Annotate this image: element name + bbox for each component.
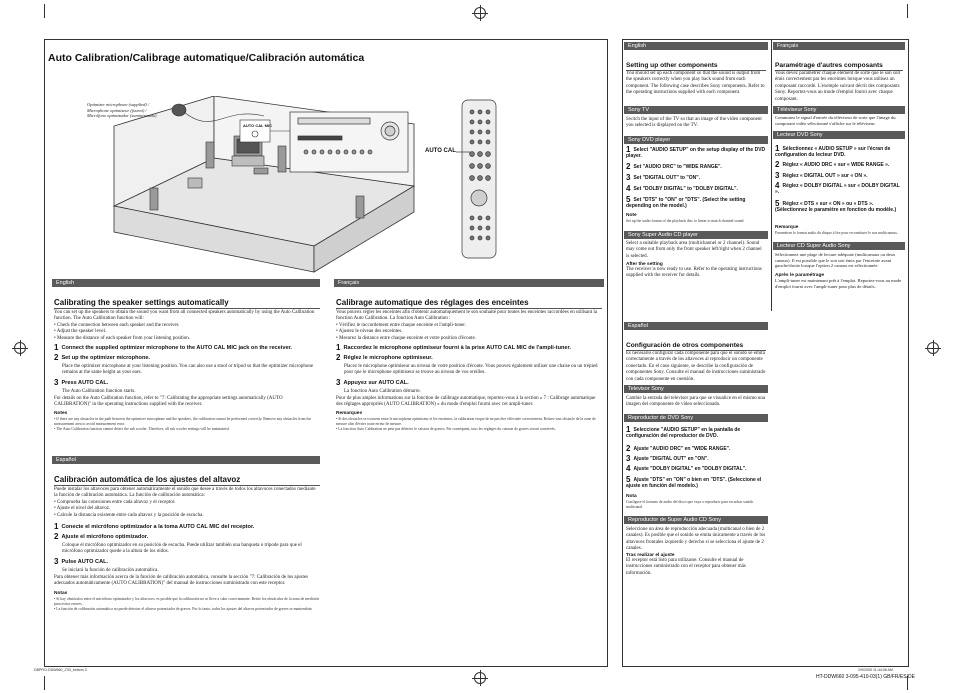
sacd-text: Select a suitable playback area (multichannel or 2 channel). Sound may come out from only the front speaker left/right when 2 channel is selected.: [626, 241, 762, 259]
step-2-desc: Placez le microphone optimiseur au niveau de votre position d'écoute. Vous pouvez également utiliser une chaise ou un trépied pour que le microphone optimiseur se trouve au niveau de vos oreilles.: [344, 364, 598, 376]
step-text: Pulse AUTO CAL.: [61, 559, 109, 565]
step-2: 2 Set up the optimizer microphone.: [54, 353, 151, 362]
step-3: 3 Press AUTO CAL.: [54, 378, 109, 387]
column-divider: [771, 39, 772, 311]
detail-text: Para obtener más información acerca de la función de calibración automática, consulte la sección "7: Calibración de los ajustes adecuados automáticamente (AUTO CALIBRATION)" del manual de instrucciones suministrado con este receptor.: [54, 575, 309, 587]
note-text: Paramétrez le format audio du disque à lire pour reconstituer le son multicanaux.: [775, 231, 898, 235]
step-text: Réglez « DOLBY DIGITAL » sur « DOLBY DIGITAL ».: [775, 183, 900, 195]
bullet-item: • Check the connection between each speaker and the receiver.: [54, 323, 180, 328]
language-tag-francais: Français: [334, 279, 604, 287]
auto-cal-mic-jack-label: AUTO CAL MIC: [243, 123, 272, 128]
step-2-desc: Coloque el micrófono optimizador en su posición de escucha. Puede utilizar también una banqueta o trípode para que el micrófono optimizador quede a la altura de los oídos.: [62, 543, 302, 555]
step-text: Set "DTS" to "ON" or "DTS". (Select the setting depending on the model.): [626, 197, 746, 209]
dvd-step-3: 3 Set "DIGITAL OUT" to "ON".: [626, 173, 700, 182]
language-tag-espanol: Español: [52, 456, 320, 464]
step-text: Ajuste "DOLBY DIGITAL" en "DOLBY DIGITAL".: [633, 466, 747, 472]
footer-date: 2/9/2005 11:44:08 AM: [858, 668, 893, 672]
note-2: • La función de calibración automática no puede detectar el altavoz potenciador de graves. Por lo tanto, todos los ajustes del altavoz potenciador de graves se mantendrán.: [54, 607, 313, 611]
registration-mark: [474, 7, 486, 19]
tv-text: Commutez le signal d'entrée du téléviseur de sorte que l'image du composant vidéo sélectionné s'affiche sur le téléviseur.: [775, 115, 896, 126]
step-text: Ajuste "DTS" en "ON" o bien en "DTS". (Seleccione el ajuste en función del modelo.): [626, 477, 762, 489]
dvd-step-2: 2 Réglez « AUDIO DRC » sur « WIDE RANGE ».: [775, 160, 890, 169]
bullet-item: • Ajuste el nivel del altavoz.: [54, 506, 111, 512]
dvd-step-4: 4 Set "DOLBY DIGITAL" to "DOLBY DIGITAL".: [626, 184, 738, 193]
bullet-item: • Comprueba las conexiones entre cada altavoz y el receptor.: [54, 500, 176, 505]
dvd-step-1: 1 Sélectionnez « AUDIO SETUP » sur l'écran de configuration du lecteur DVD.: [775, 144, 891, 158]
note-heading: Remarque: [775, 225, 799, 230]
page-title: Auto Calibration/Calibrage automatique/Calibración automática: [48, 52, 365, 64]
after-heading: Tras realizar el ajuste: [626, 553, 675, 558]
step-text: Press AUTO CAL.: [61, 380, 109, 386]
step-text: Appuyez sur AUTO CAL.: [343, 380, 409, 386]
step-1: 1 Conecte el micrófono optimizador a la toma AUTO CAL MIC del receptor.: [54, 522, 255, 531]
step-text: Ajuste el micrófono optimizador.: [61, 534, 149, 540]
dvd-step-5: 5 Réglez « DTS » sur « ON » ou « DTS ». (Sélectionnez le paramètre en fonction du modèle.): [775, 199, 897, 213]
sacd-text: Sélectionnez une plage de lecture adéquate (multicanaux ou deux canaux). Il est possible que le son soit émis par l'enceinte avant gauche/droite lorsque l'option 2 canaux est sélectionnée.: [775, 252, 896, 269]
step-3: 3 Pulse AUTO CAL.: [54, 557, 109, 566]
section-heading: Calibrating the speaker settings automatically: [54, 298, 229, 307]
step-text: Raccordez le microphone optimiseur fourni à la prise AUTO CAL MIC de l'ampli-tuner.: [343, 345, 571, 351]
dvd-step-3: 3 Réglez « DIGITAL OUT » sur « ON ».: [775, 171, 868, 180]
note-text: Configure el formato de audio del disco que vaya a reproducir para escuchar sonido multicanal.: [626, 500, 754, 509]
dvd-step-5: 5 Set "DTS" to "ON" or "DTS". (Select the setting depending on the model.): [626, 195, 746, 209]
note-1: • Si des obstacles se trouvent entre le microphone optimiseur et les enceintes, la calibration risque de ne pas être effectuée correctement. Retirez tout obstacle de la zone de mesure afin d'éviter toute erreur de mesure.: [336, 417, 596, 426]
sub-tag-tv: Sony TV: [624, 106, 768, 114]
step-text: Set up the optimizer microphone.: [61, 355, 151, 361]
mic-caption: [87, 102, 157, 119]
registration-mark: [14, 342, 26, 354]
note-2: • The Auto Calibration function cannot detect the sub woofer. Therefore, all sub woofer settings will be maintained.: [54, 427, 230, 431]
note-heading: Nota: [626, 494, 637, 499]
detail-text: For details on the Auto Calibration function, refer to "7: Calibrating the appropriate settings automatically (AUTO CALIBRATION)" in the operating instructions supplied with the receiver.: [54, 396, 283, 408]
bullet-item: • Vérifiez le raccordement entre chaque enceinte et l'ampli-tuner.: [336, 323, 466, 328]
bullet-item: • Calcule la distancia existente entre cada altavoz y la posición de escucha.: [54, 512, 204, 518]
sub-tag-sacd: Sony Super Audio CD player: [624, 231, 768, 239]
step-text: Ajuste "DIGITAL OUT" en "ON".: [633, 456, 709, 462]
section-heading: Setting up other components: [626, 62, 718, 69]
after-text: L'ampli-tuner est maintenant prêt à l'emploi. Reportez-vous au mode d'emploi fourni avec l'ampli-tuner pour plus de détails.: [775, 278, 902, 289]
step-2: 2 Réglez le microphone optimiseur.: [336, 353, 433, 362]
note-1: • If there are any obstacles in the path between the optimizer microphone and the speakers, the calibration cannot be performed correctly. Remove any obstacles from the measurement area to avoid measurement error.: [54, 417, 312, 426]
language-tag-english: English: [624, 42, 768, 50]
sub-tag-sacd: Lecteur CD Super Audio Sony: [773, 242, 905, 250]
step-2-desc: Place the optimizer microphone at your listening position. You can also use a stool or tripod so that the optimizer microphone remains at the same height as your ears.: [62, 364, 314, 376]
footer-right: HT-DDW660 3-095-410-03(1) GB/FR/ES/DE: [816, 674, 915, 680]
notes-heading: Notes: [54, 411, 68, 416]
step-text: Set "DOLBY DIGITAL" to "DOLBY DIGITAL".: [633, 186, 738, 192]
dvd-step-2: 2 Set "AUDIO DRC" to "WIDE RANGE".: [626, 162, 722, 171]
bullet-list: [54, 323, 316, 342]
bullet-item: • Measure the distance of each speaker from your listening position.: [54, 335, 191, 341]
bullet-item: • Mesurez la distance entre chaque enceinte et votre position d'écoute.: [336, 335, 476, 341]
sub-tag-sacd: Reproductor de Super Audio CD Sony: [624, 516, 768, 524]
intro-text: Vous devez paramétrer chaque élément de sorte que le son soit émis correctement par les enceintes lorsque vous utilisez un composant raccordé. L'exemple suivant décrit des composants Sony. Reportez-vous au mode d'emploi fourni avec chaque composant.: [775, 71, 901, 102]
crop-mark: [44, 4, 45, 18]
step-text: Sélectionnez « AUDIO SETUP » sur l'écran de configuration du lecteur DVD.: [775, 146, 891, 158]
intro-text: Es necesario configurar cada componente para que el sonido se emita correctamente a través de los altavoces al reproducir un componente conectado. En el caso siguiente, se describe la configuración de componentes Sony. Consulte el manual de instrucciones suministrado con cada componente en cuestión.: [626, 351, 766, 382]
sub-tag-tv: Téléviseur Sony: [773, 106, 905, 114]
sub-tag-dvd: Sony DVD player: [624, 136, 768, 144]
section-heading: Configuración de otros componentes: [626, 342, 744, 349]
dvd-step-5: 5 Ajuste "DTS" en "ON" o bien en "DTS". (Seleccione el ajuste en función del modelo.): [626, 475, 762, 489]
step-text: Réglez le microphone optimiseur.: [343, 355, 433, 361]
bullet-list: [54, 500, 316, 519]
intro-text: Puede instalar los altavoces para obtener automáticamente el sonido que desee a través de todos los altavoces conectados mediante la función de calibración automática. La función de calibración automática:: [54, 487, 316, 499]
step-3-desc: La fonction Auto Calibration démarre.: [344, 389, 421, 394]
dvd-step-3: 3 Ajuste "DIGITAL OUT" en "ON".: [626, 454, 709, 463]
note-2: • La fonction Auto Calibration ne peut pas détecter le caisson de graves. Par conséquent, tous les réglages du caisson de graves seront conservés.: [336, 427, 556, 431]
note-text: Set up the audio format of the playback disc to linear to match channel sound.: [626, 219, 745, 223]
bullet-list: [336, 323, 598, 342]
dvd-step-4: 4 Ajuste "DOLBY DIGITAL" en "DOLBY DIGITAL".: [626, 464, 747, 473]
step-3: 3 Appuyez sur AUTO CAL.: [336, 378, 409, 387]
tv-text: Cambie la entrada del televisor para que se visualice en el mismo una imagen del componente de vídeo seleccionado.: [626, 396, 766, 408]
setup-diagram: [84, 96, 574, 276]
step-text: Set "DIGITAL OUT" to "ON".: [633, 175, 700, 181]
dvd-step-1: 1 Seleccione "AUDIO SETUP" en la pantalla de configuración del reproductor de DVD.: [626, 425, 741, 439]
language-tag-francais: Français: [773, 42, 905, 50]
note-heading: Note: [626, 213, 637, 218]
step-text: Seleccione "AUDIO SETUP" en la pantalla de configuración del reproductor de DVD.: [626, 427, 741, 439]
intro-text: You can set up the speakers to obtain the sound you want from all connected speakers automatically by using the Auto Calibration function. The Auto Calibration function will:: [54, 310, 315, 322]
step-text: Set "AUDIO DRC" to "WIDE RANGE".: [633, 164, 722, 170]
step-text: Réglez « AUDIO DRC » sur « WIDE RANGE ».: [782, 162, 890, 168]
step-3-desc: The Auto Calibration function starts.: [62, 389, 136, 394]
after-heading: Après le paramétrage: [775, 273, 825, 278]
after-heading: After the setting: [626, 262, 663, 267]
sub-tag-dvd: Lecteur DVD Sony: [773, 131, 905, 139]
mic-caption-es: Micrófono optimizador (suministrado): [87, 113, 157, 119]
language-tag-espanol: Español: [624, 322, 768, 330]
step-text: Connect the supplied optimizer microphone to the AUTO CAL MIC jack on the receiver.: [61, 345, 292, 351]
dvd-step-1: 1 Select "AUDIO SETUP" on the setup display of the DVD player.: [626, 145, 766, 159]
crop-mark: [907, 4, 908, 18]
registration-mark: [927, 342, 939, 354]
step-text: Réglez « DIGITAL OUT » sur « ON ».: [782, 173, 868, 179]
crop-mark: [44, 676, 45, 690]
footer-left: DBPRO-DDW660_Z30_bottom 3: [34, 668, 87, 672]
mic-caption-fr: Microphone optimiseur (fourni) /: [87, 107, 147, 113]
bullet-item: • Adjust the speaker level.: [54, 329, 107, 335]
dvd-step-4: 4 Réglez « DOLBY DIGITAL » sur « DOLBY DIGITAL ».: [775, 181, 900, 195]
sub-tag-tv: Televisor Sony: [624, 385, 768, 393]
step-text: Conecte el micrófono optimizador a la toma AUTO CAL MIC del receptor.: [61, 524, 255, 530]
intro-text: You should set up each component so that the sound is output from the speakers correctly when you play back sound from each component. The following case describes Sony components. Refer to the operating instructions supplied with each component.: [626, 71, 765, 96]
step-1: 1 Raccordez le microphone optimiseur fourni à la prise AUTO CAL MIC de l'ampli-tuner.: [336, 343, 571, 352]
dvd-step-2: 2 Ajuste "AUDIO DRC" en "WIDE RANGE".: [626, 444, 731, 453]
sub-tag-dvd: Reproductor de DVD Sony: [624, 414, 768, 422]
note-1: • Si hay obstáculos entre el micrófono optimizador y los altavoces, es posible que la calibración no se lleve a cabo correctamente. Retire los obstáculos de la zona de medición para evitar errores.: [54, 597, 320, 606]
notes-heading: Notas: [54, 591, 68, 596]
notes-heading: Remarques: [336, 411, 363, 416]
step-text: Réglez « DTS » sur « ON » ou « DTS ». (Sélectionnez le paramètre en fonction du modèle.): [775, 201, 897, 213]
step-text: Select "AUDIO SETUP" on the setup display of the DVD player.: [626, 147, 766, 159]
auto-cal-button-label: AUTO CAL: [425, 148, 456, 154]
section-heading: Calibración automática de los ajustes del altavoz: [54, 475, 241, 484]
mic-caption-en: Optimizer microphone (supplied) /: [87, 102, 150, 107]
after-text: The receiver is now ready to use. Refer to the operating instructions supplied with the receiver for details.: [626, 267, 762, 279]
section-heading: Calibrage automatique des réglages des enceintes: [336, 298, 529, 307]
after-text: El receptor está listo para utilizarse. Consulte el manual de instrucciones suministrado con el receptor para obtener más información.: [626, 558, 746, 576]
section-heading: Paramétrage d'autres composants: [775, 62, 883, 69]
tv-text: Switch the input of the TV so that an image of the video component you selected is displayed on the TV.: [626, 117, 762, 129]
intro-text: Vous pouvez régler les enceintes afin d'obtenir automatiquement le son souhaité pour toutes les enceintes raccordées en utilisant la fonction Auto Calibration. La fonction Auto Calibration :: [336, 310, 598, 322]
step-3-desc: Se iniciará la función de calibración automática.: [62, 568, 159, 573]
detail-text: Pour de plus amples informations sur la fonction de calibrage automatique, reportez-vous à la section « 7 : Calibrage automatique des réglages appropriés (AUTO CALIBRATION) » du mode d'emploi fourni avec cet ampli-tuner.: [336, 396, 596, 408]
sacd-text: Seleccione un área de reproducción adecuada (multicanal o bien de 2 canales). Es posible que el sonido se emita únicamente a través de los altavoces frontales izquierdo y derecho si se selecciona el ajuste de 2 canales.: [626, 527, 766, 552]
language-tag-english: English: [52, 279, 320, 287]
registration-mark: [474, 672, 486, 684]
bullet-item: • Ajustez le niveau des enceintes.: [336, 329, 403, 335]
step-1: 1 Connect the supplied optimizer microphone to the AUTO CAL MIC jack on the receiver.: [54, 343, 292, 352]
step-text: Ajuste "AUDIO DRC" en "WIDE RANGE".: [633, 446, 731, 452]
step-2: 2 Ajuste el micrófono optimizador.: [54, 532, 149, 541]
